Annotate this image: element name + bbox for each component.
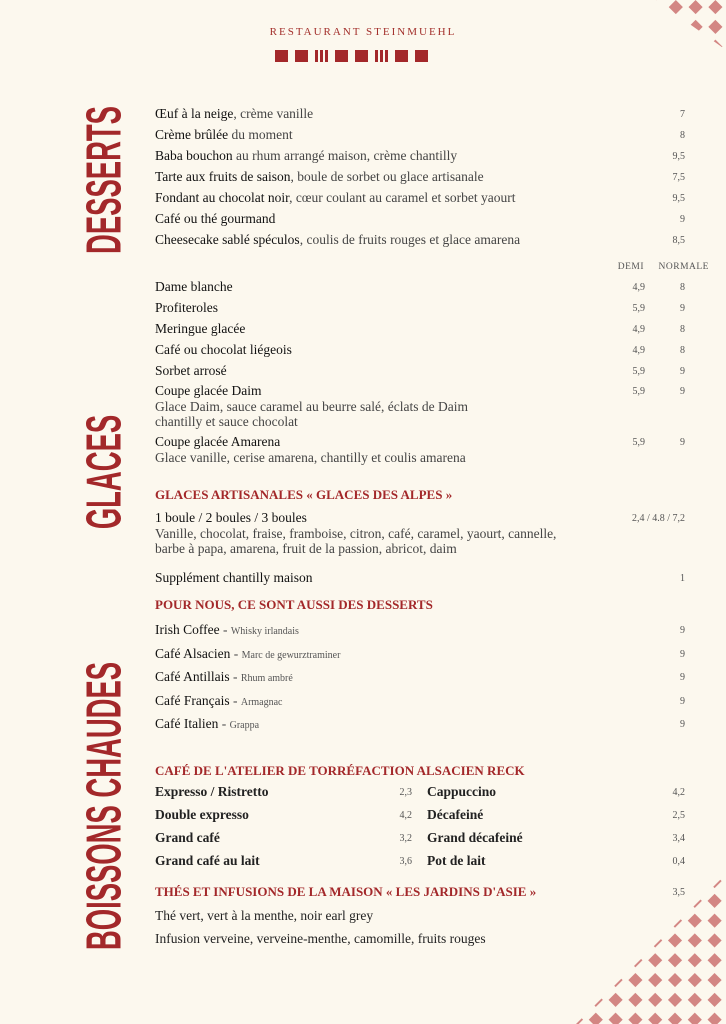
item-name: Café Italien bbox=[155, 716, 219, 731]
item-price: 3,6 bbox=[399, 856, 412, 867]
item-name: Cheesecake sablé spéculos bbox=[155, 232, 300, 247]
subsection-header bbox=[155, 884, 685, 900]
menu-item bbox=[155, 148, 685, 164]
menu-item bbox=[155, 127, 685, 143]
item-price: 2,3 bbox=[399, 787, 412, 798]
item-price: 9 bbox=[680, 625, 685, 636]
item-price: 0,4 bbox=[672, 856, 685, 867]
menu-item bbox=[427, 807, 685, 823]
item-description: barbe à papa, amarena, fruit de la passion, abricot, daim bbox=[155, 541, 457, 556]
price-normale: 9 bbox=[680, 303, 685, 314]
item-description: Vanille, chocolat, fraise, framboise, citron, café, caramel, yaourt, cannelle, bbox=[155, 526, 557, 541]
menu-item bbox=[155, 211, 685, 227]
menu-item bbox=[155, 693, 685, 711]
item-price: 8,5 bbox=[672, 235, 685, 246]
menu-item bbox=[155, 169, 685, 185]
price-demi: 4,9 bbox=[632, 282, 645, 293]
item-name: Supplément chantilly maison bbox=[155, 570, 313, 585]
item-description: Glace vanille, cerise amarena, chantilly et coulis amarena bbox=[155, 450, 466, 465]
item-price: 4,2 bbox=[399, 810, 412, 821]
item-description: Whisky irlandais bbox=[230, 626, 299, 637]
item-price: 9 bbox=[680, 214, 685, 225]
menu-item bbox=[155, 106, 685, 122]
item-name: Fondant au chocolat noir bbox=[155, 190, 290, 205]
item-price: 8 bbox=[680, 130, 685, 141]
item-description: , coulis de fruits rouges et glace amarena bbox=[299, 232, 521, 247]
subsection-title: GLACES ARTISANALES « GLACES DES ALPES » bbox=[155, 487, 453, 502]
item-name: Crème brûlée bbox=[155, 127, 229, 142]
menu-item bbox=[155, 807, 412, 823]
item-name: Meringue glacée bbox=[155, 321, 246, 336]
price-normale: 8 bbox=[680, 345, 685, 356]
menu-item bbox=[155, 383, 685, 429]
column-header-normale: NORMALE bbox=[658, 262, 709, 272]
item-name: 1 boule / 2 boules / 3 boules bbox=[155, 510, 307, 525]
restaurant-title: RESTAURANT STEINMUEHL bbox=[269, 26, 457, 38]
menu-item bbox=[155, 510, 685, 556]
item-price: 9 bbox=[680, 672, 685, 683]
subsection-title: THÉS ET INFUSIONS DE LA MAISON « LES JARDINS D'ASIE » bbox=[155, 884, 537, 899]
item-name: Coupe glacée Amarena bbox=[155, 434, 281, 449]
separator: - bbox=[230, 645, 242, 661]
price-demi: 5,9 bbox=[632, 386, 645, 397]
separator: - bbox=[218, 716, 230, 731]
menu-item bbox=[155, 300, 685, 316]
item-name: Œuf à la neige bbox=[155, 106, 234, 121]
menu-item bbox=[155, 232, 685, 248]
item-price: 9 bbox=[680, 648, 685, 660]
item-price: 9 bbox=[680, 695, 685, 707]
item-name: Café Alsacien bbox=[155, 645, 231, 661]
item-price: 3,5 bbox=[672, 887, 685, 898]
menu-item bbox=[155, 853, 412, 869]
price-demi: 5,9 bbox=[632, 366, 645, 377]
price-demi: 5,9 bbox=[632, 437, 645, 448]
item-price: 4,2 bbox=[672, 787, 685, 798]
item-price: 3,2 bbox=[399, 833, 412, 844]
item-price: 2,5 bbox=[672, 810, 685, 821]
item-name: Café Français bbox=[155, 692, 230, 708]
item-description: du moment bbox=[228, 127, 293, 142]
item-description: Marc de gewurztraminer bbox=[241, 649, 341, 661]
price-normale: 8 bbox=[680, 282, 685, 293]
item-description: Armagnac bbox=[240, 696, 283, 708]
menu-item bbox=[427, 784, 685, 800]
item-name: Double expresso bbox=[155, 807, 249, 822]
item-name: Décafeiné bbox=[427, 807, 484, 822]
item-name: Irish Coffee bbox=[155, 622, 220, 637]
price-demi: 4,9 bbox=[632, 324, 645, 335]
item-description: au rhum arrangé maison, crème chantilly bbox=[232, 148, 458, 163]
menu-item bbox=[155, 363, 685, 379]
item-price: 9,5 bbox=[672, 193, 685, 204]
item-price: 2,4 / 4.8 / 7,2 bbox=[631, 513, 685, 524]
item-price: 7 bbox=[680, 109, 685, 120]
item-description: Rhum ambré bbox=[240, 673, 293, 684]
item-description: , crème vanille bbox=[233, 106, 314, 121]
item-price: 3,4 bbox=[672, 833, 685, 844]
menu-item bbox=[427, 853, 685, 869]
menu-item: Thé vert, vert à la menthe, noir earl grey bbox=[155, 908, 374, 923]
item-name: Pot de lait bbox=[427, 853, 486, 868]
item-name: Dame blanche bbox=[155, 279, 233, 294]
item-name: Sorbet arrosé bbox=[155, 363, 227, 378]
item-name: Café ou chocolat liégeois bbox=[155, 342, 292, 357]
item-description: , cœur coulant au caramel et sorbet yaourt bbox=[289, 190, 516, 205]
item-name: Coupe glacée Daim bbox=[155, 383, 262, 398]
item-name: Cappuccino bbox=[427, 784, 497, 799]
section-title-boissons: BOISSONS CHAUDES bbox=[77, 661, 132, 951]
menu-item bbox=[155, 342, 685, 358]
price-normale: 8 bbox=[680, 324, 685, 335]
price-normale: 9 bbox=[680, 437, 685, 448]
plaid-corner-top bbox=[656, 0, 726, 50]
item-name: Expresso / Ristretto bbox=[155, 784, 269, 799]
item-price: 1 bbox=[680, 573, 685, 584]
menu-item bbox=[155, 321, 685, 337]
header-ornament bbox=[275, 50, 428, 62]
plaid-pattern bbox=[656, 0, 726, 50]
menu-item bbox=[155, 279, 685, 295]
item-name: Grand café bbox=[155, 830, 220, 845]
section-title-glaces: GLACES bbox=[77, 414, 132, 530]
menu-item bbox=[155, 434, 685, 465]
separator: - bbox=[219, 622, 231, 637]
menu-item bbox=[155, 669, 685, 687]
subsection-title: CAFÉ DE L'ATELIER DE TORRÉFACTION ALSACIEN RECK bbox=[155, 763, 525, 778]
item-name: Profiteroles bbox=[155, 300, 218, 315]
menu-item bbox=[155, 784, 412, 800]
item-price: 9 bbox=[680, 719, 685, 730]
menu-item bbox=[155, 190, 685, 206]
price-normale: 9 bbox=[680, 386, 685, 397]
menu-item bbox=[155, 716, 685, 734]
item-name: Tarte aux fruits de saison bbox=[155, 169, 291, 184]
item-description: chantilly et sauce chocolat bbox=[155, 414, 298, 429]
column-header-demi: DEMI bbox=[617, 262, 644, 272]
item-name: Grand café au lait bbox=[155, 853, 260, 868]
item-description: , boule de sorbet ou glace artisanale bbox=[290, 169, 484, 184]
menu-item bbox=[155, 830, 412, 846]
subsection-title: POUR NOUS, CE SONT AUSSI DES DESSERTS bbox=[155, 597, 433, 612]
section-title-desserts: DESSERTS bbox=[77, 106, 132, 254]
item-name: Café Antillais bbox=[155, 669, 230, 684]
price-normale: 9 bbox=[680, 366, 685, 377]
item-name: Grand décafeiné bbox=[427, 830, 523, 845]
menu-item bbox=[155, 570, 685, 586]
menu-item bbox=[155, 622, 685, 640]
price-demi: 5,9 bbox=[632, 303, 645, 314]
menu-item bbox=[155, 646, 685, 664]
item-price: 9,5 bbox=[672, 151, 685, 162]
item-description: Grappa bbox=[229, 720, 260, 731]
item-name: Baba bouchon bbox=[155, 148, 233, 163]
menu-item: Infusion verveine, verveine-menthe, camomille, fruits rouges bbox=[155, 931, 486, 946]
item-price: 7,5 bbox=[672, 172, 685, 183]
menu-item bbox=[427, 830, 685, 846]
separator: - bbox=[229, 692, 241, 708]
price-demi: 4,9 bbox=[632, 345, 645, 356]
separator: - bbox=[229, 669, 241, 684]
item-description: Glace Daim, sauce caramel au beurre salé, éclats de Daim bbox=[155, 399, 468, 414]
item-name: Café ou thé gourmand bbox=[155, 211, 276, 226]
